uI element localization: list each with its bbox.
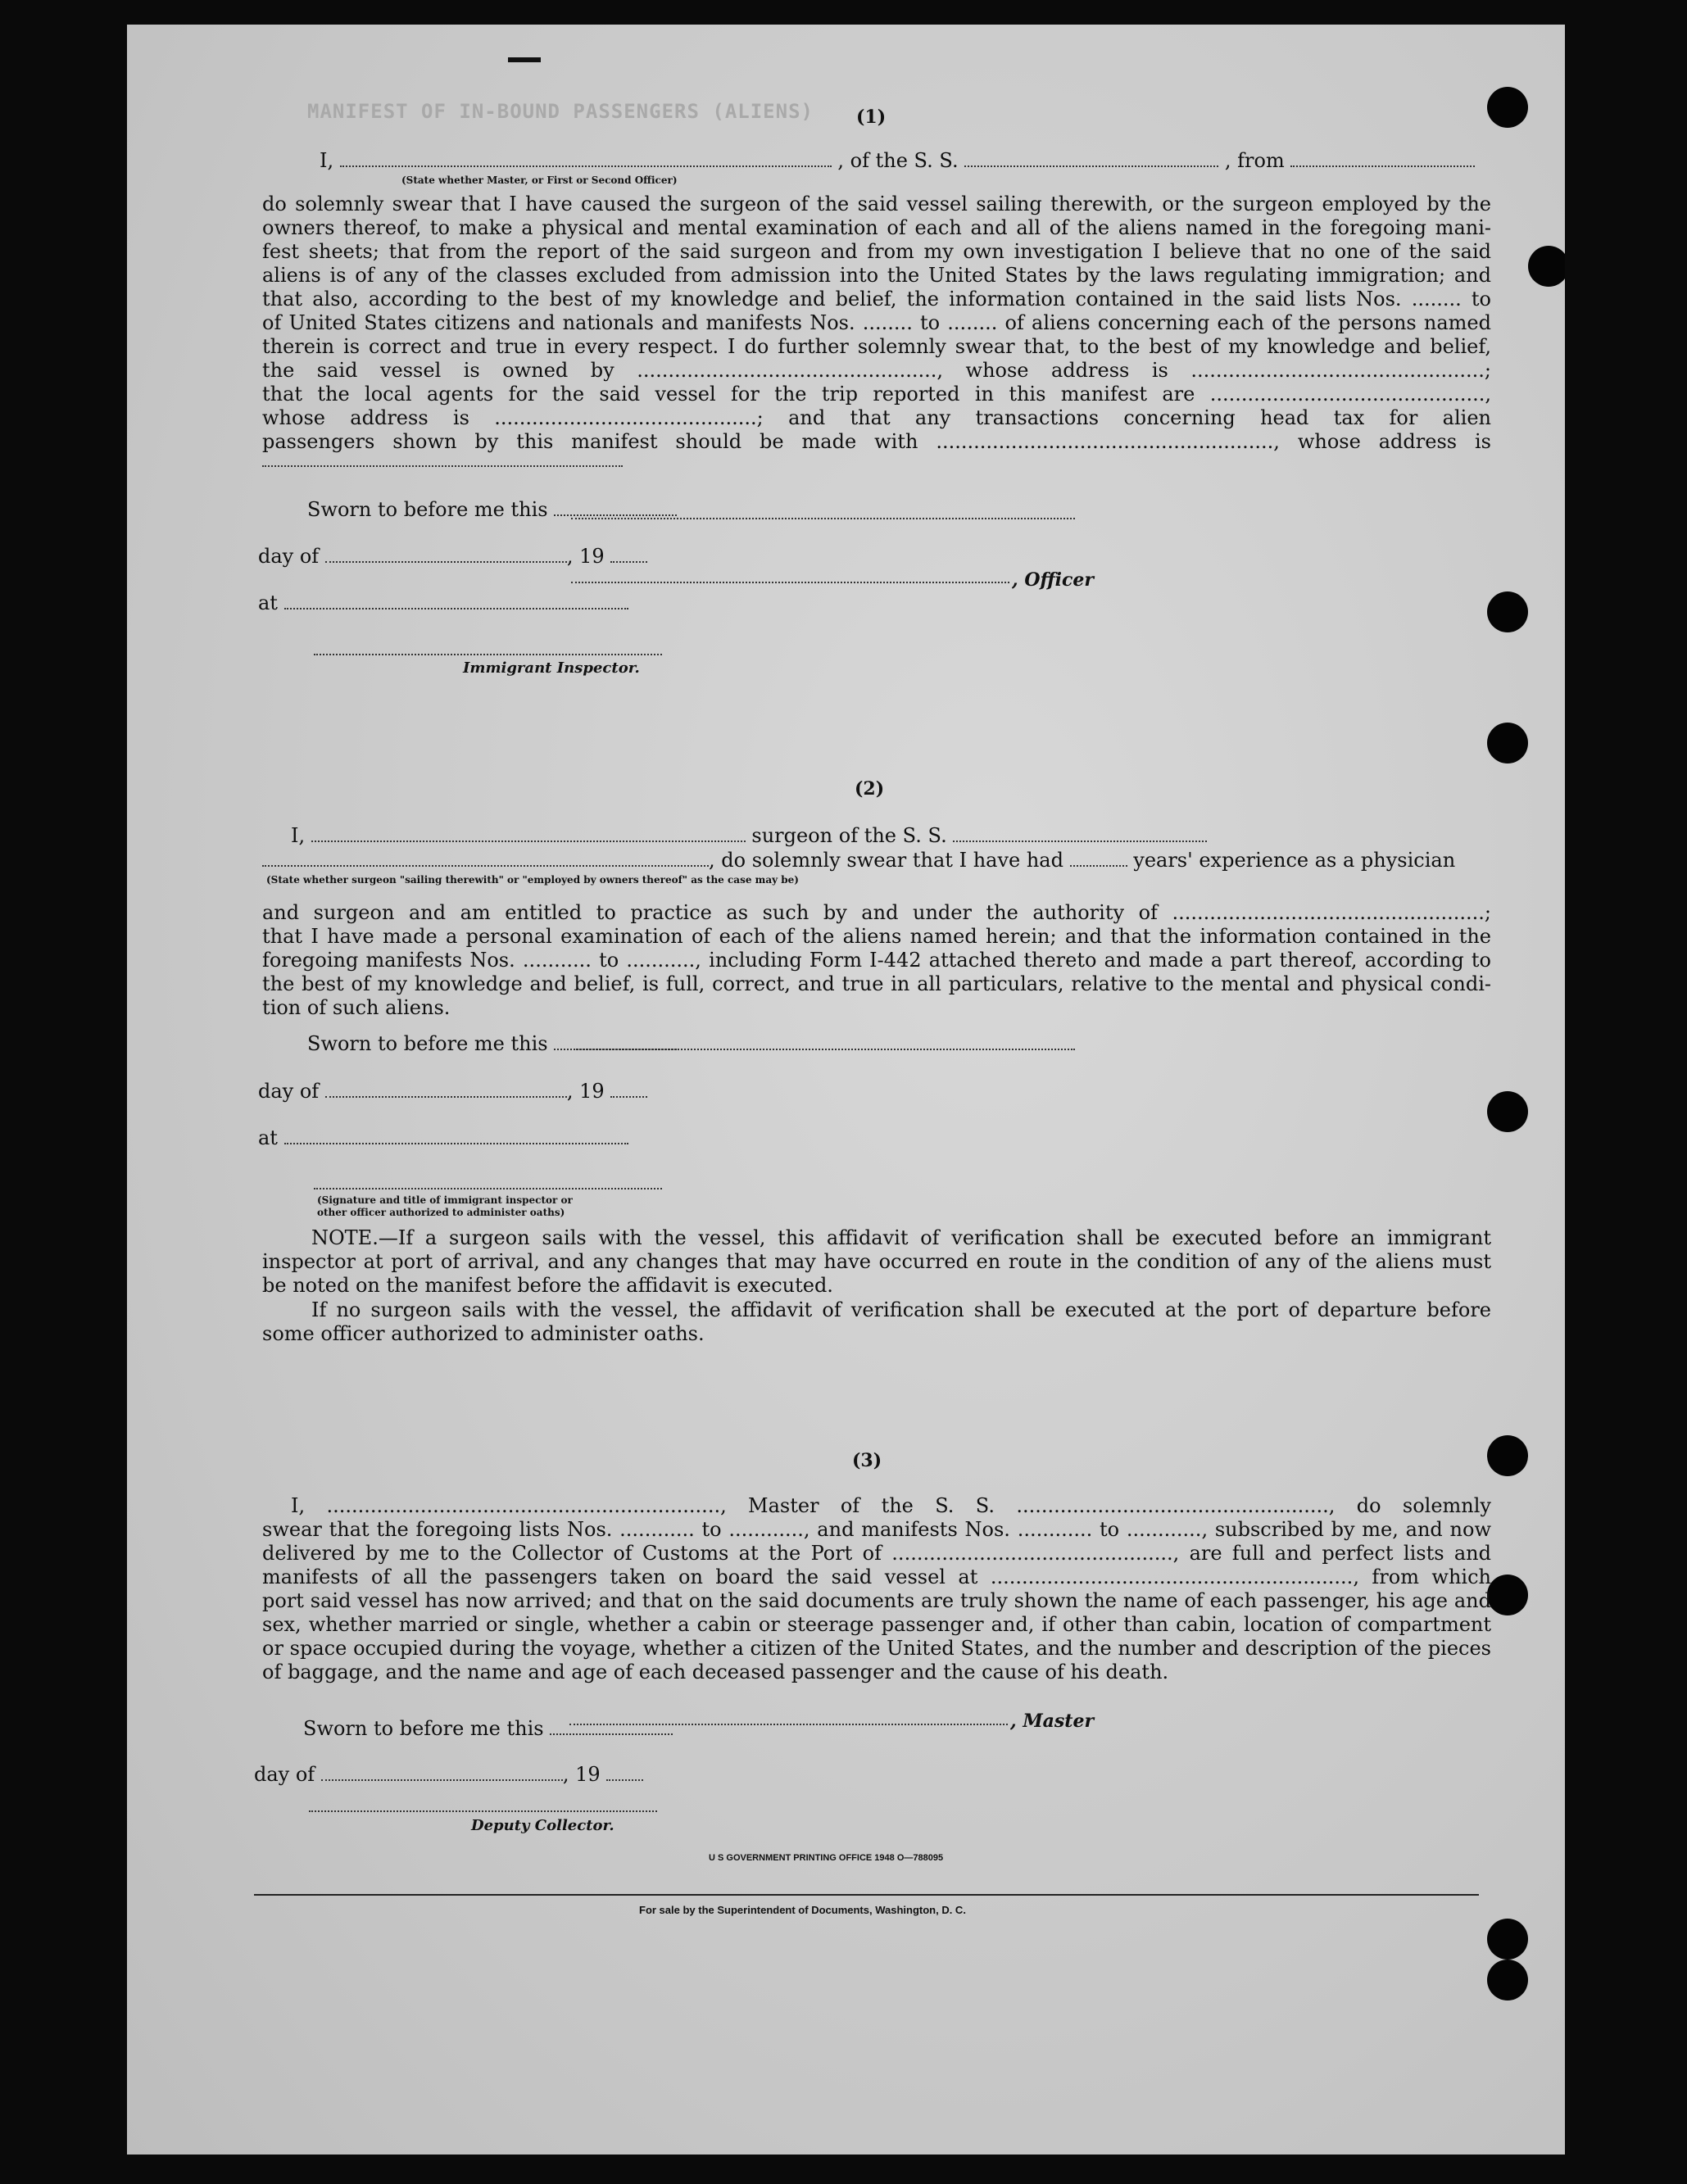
year-field[interactable] (606, 1765, 643, 1781)
section-3-line: or space occupied during the voyage, whether a citizen of the United States, and the number and description of the pieces (262, 1637, 1491, 1660)
sworn-label: Sworn to before me this (307, 498, 548, 521)
section-2-caption: (State whether surgeon "sailing therewith" or "employed by owners thereof" as the case may be) (266, 874, 799, 886)
day-of-label: day of (258, 1080, 320, 1103)
section-1-line: the said vessel is owned by ................................................, whose address is ...............................................; (262, 359, 1491, 382)
section-3-line: I, ..............................................................., Master of the S. S. .................................................., do solemnly (291, 1494, 1491, 1517)
note-line: some officer authorized to administer oaths. (262, 1322, 705, 1345)
sworn-date-field[interactable] (554, 500, 677, 516)
verifier-signature-line[interactable] (314, 1188, 662, 1189)
document-page (127, 25, 1565, 2155)
deputy-signature-line[interactable] (309, 1810, 657, 1812)
officer-title-field[interactable] (340, 151, 832, 167)
note-line: If no surgeon sails with the vessel, the affidavit of verification shall be executed at the port of departure before (311, 1298, 1491, 1321)
section-1-line: therein is correct and true in every respect. I do further solemnly swear that, to the best of my knowledge and belief, (262, 335, 1491, 358)
year-label: , 19 (566, 1080, 605, 1103)
officer-signature-line-top[interactable] (571, 518, 1075, 519)
day-field[interactable] (325, 546, 567, 563)
section-3-line: of baggage, and the name and age of each deceased passenger and the cause of his death. (262, 1661, 1169, 1683)
section-2-line: and surgeon and am entitled to practice as such by and under the authority of ..................................................; (262, 901, 1491, 924)
inspector-signature-line[interactable] (314, 654, 662, 655)
section-1-paragraph (262, 193, 1491, 454)
surgeon-status-field[interactable] (311, 826, 746, 842)
section-1-opening-line (262, 149, 1491, 173)
section-2-blank-field[interactable] (262, 850, 709, 867)
port-from-field[interactable] (1290, 151, 1475, 167)
note-line: be noted on the manifest before the affidavit is executed. (262, 1274, 833, 1297)
year-label: , 19 (566, 545, 605, 568)
section-2-line-2 (262, 849, 1491, 872)
signature-caption-line-2: other officer authorized to administer oaths) (317, 1207, 565, 1218)
section-1-jurat (283, 498, 610, 522)
years-experience-field[interactable] (1070, 850, 1127, 867)
place-field[interactable] (284, 1128, 628, 1144)
section-2-number: (2) (855, 778, 885, 800)
binder-hole (1528, 246, 1565, 287)
place-field[interactable] (284, 593, 628, 609)
day-field[interactable] (325, 1081, 567, 1098)
note-paragraph (262, 1226, 1491, 1298)
section-2-day (258, 1080, 668, 1103)
section-1-line: aliens is of any of the classes excluded from admission into the United States by the laws regulating immigration; and (262, 264, 1491, 287)
signature-caption-line-1: (Signature and title of immigrant inspector or (317, 1194, 573, 1206)
section-1-line: fest sheets; that from the report of the said surgeon and from my own investigation I believe that no one of the said (262, 240, 1491, 263)
master-label: , Master (1010, 1710, 1095, 1732)
footer-rule (254, 1894, 1479, 1896)
section-3-line: port said vessel has now arrived; and that on the said documents are truly shown the name of each passenger, his age and (262, 1589, 1491, 1612)
section-3-number: (3) (852, 1450, 882, 1471)
printing-office-imprint: U S GOVERNMENT PRINTING OFFICE 1948 O—788095 (709, 1853, 944, 1863)
section-1-at (258, 591, 668, 615)
section-2-line: that I have made a personal examination of each of the aliens named herein; and that the information contained in the (262, 925, 1491, 948)
address-continuation-line[interactable] (262, 465, 623, 467)
section-1-line: passengers shown by this manifest should be made with ......................................................, whose address is (262, 430, 1491, 453)
at-label: at (258, 591, 278, 614)
section-2-i: I, (291, 824, 306, 847)
faint-header-title: MANIFEST OF IN-BOUND PASSENGERS (ALIENS) (307, 100, 814, 123)
section-3-line: delivered by me to the Collector of Customs at the Port of ............................................., are full and perfect lists and (262, 1542, 1491, 1565)
section-1-of-ss: , of the S. S. (837, 149, 959, 172)
section-1-from: , from (1224, 149, 1285, 172)
section-3-day (254, 1763, 664, 1787)
section-1-number: (1) (856, 106, 887, 128)
day-of-label: day of (258, 545, 320, 568)
binder-hole (1487, 1919, 1528, 1960)
at-label: at (258, 1126, 278, 1149)
section-3-line: sex, whether married or single, whether a cabin or steerage passenger and, if other than cabin, location of compartment (262, 1613, 1491, 1636)
sworn-label: Sworn to before me this (307, 1032, 548, 1055)
master-signature-line[interactable] (569, 1724, 1008, 1725)
note-2-paragraph (262, 1298, 1491, 1346)
sworn-date-field[interactable] (550, 1719, 673, 1735)
sworn-label: Sworn to before me this (303, 1717, 544, 1740)
section-3-line: manifests of all the passengers taken on board the said vessel at .........................................................., from which (262, 1566, 1491, 1588)
section-2-vessel-field[interactable] (953, 826, 1207, 842)
vessel-name-field[interactable] (964, 151, 1218, 167)
binder-hole (1487, 591, 1528, 632)
binder-hole (1487, 87, 1528, 128)
section-2-line: the best of my knowledge and belief, is full, correct, and true in all particulars, relative to the mental and physical condi- (262, 972, 1491, 995)
sworn-date-field[interactable] (554, 1034, 677, 1050)
section-2-jurat (283, 1032, 610, 1056)
scan-speck (508, 57, 541, 62)
section-1-day (258, 545, 668, 569)
section-1-line: of United States citizens and nationals and manifests Nos. ........ to ........ of aliens concerning each of the persons named (262, 311, 1491, 334)
section-2-paragraph (262, 901, 1491, 1020)
section-1-line: that also, according to the best of my knowledge and belief, the information contained in the said lists Nos. ........ to (262, 288, 1491, 310)
binder-hole (1487, 723, 1528, 763)
immigrant-inspector-label: Immigrant Inspector. (463, 659, 640, 677)
section-1-line: that the local agents for the said vessel for the trip reported in this manifest are ............................................, (262, 383, 1491, 406)
section-1-i: I, (320, 149, 334, 172)
officer-signature-line[interactable] (571, 582, 1009, 583)
section-1-caption: (State whether Master, or First or Second Officer) (401, 174, 678, 186)
surgeon-signature-line[interactable] (574, 1049, 1075, 1050)
note-line: NOTE.—If a surgeon sails with the vessel, this affidavit of verification shall be executed before an immigrant (311, 1226, 1491, 1249)
section-1-line: owners thereof, to make a physical and mental examination of each and all of the aliens named in the foregoing mani- (262, 216, 1491, 239)
day-of-label: day of (254, 1763, 315, 1786)
section-2-years: years' experience as a physician (1133, 849, 1456, 872)
officer-label: , Officer (1012, 569, 1095, 591)
section-1-line: do solemnly swear that I have caused the surgeon of the said vessel sailing therewith, or the surgeon employed by the (262, 193, 1491, 215)
deputy-collector-label: Deputy Collector. (471, 1817, 614, 1834)
binder-hole (1487, 1960, 1528, 2000)
day-field[interactable] (321, 1765, 563, 1781)
section-2-line-1 (262, 824, 1491, 848)
binder-hole (1487, 1575, 1528, 1615)
section-3-jurat (279, 1717, 606, 1741)
section-2-at (258, 1126, 668, 1150)
for-sale-line: For sale by the Superintendent of Documents, Washington, D. C. (639, 1904, 966, 1916)
year-field[interactable] (610, 1081, 647, 1098)
year-field[interactable] (610, 546, 647, 563)
note-line: inspector at port of arrival, and any changes that may have occurred en route in the condition of any of the aliens must (262, 1250, 1491, 1273)
section-2-surgeon-of: surgeon of the S. S. (751, 824, 947, 847)
section-2-swear: , do solemnly swear that I have had (709, 849, 1063, 872)
binder-hole (1487, 1091, 1528, 1132)
section-2-line: foregoing manifests Nos. ........... to ..........., including Form I-442 attached thereto and made a part thereof, according to (262, 949, 1491, 972)
section-2-line: tion of such aliens. (262, 996, 451, 1019)
section-1-line: whose address is ..........................................; and that any transactions concerning head tax for alien (262, 406, 1491, 429)
section-3-paragraph (262, 1494, 1491, 1684)
binder-hole (1487, 1435, 1528, 1476)
section-3-line: swear that the foregoing lists Nos. ............ to ............, and manifests Nos. ............ to ............, subscribed by me, and now (262, 1518, 1491, 1541)
year-label: , 19 (562, 1763, 601, 1786)
